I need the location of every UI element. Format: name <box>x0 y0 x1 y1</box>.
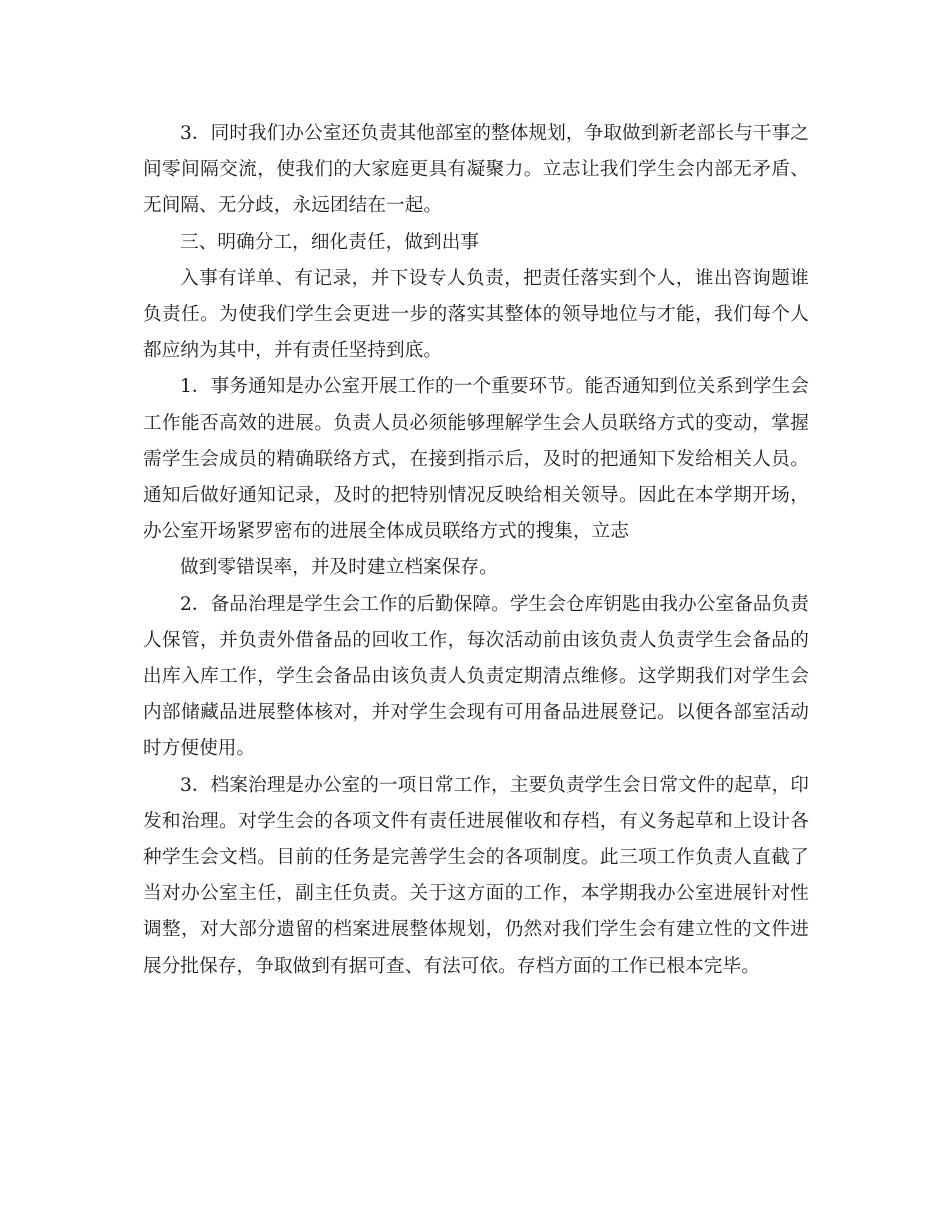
paragraph-responsibility: 入事有详单、有记录，并下设专人负责，把责任落实到个人，谁出咨询题谁负责任。为使我们学生会更进一步的落实其整体的领导地位与才能，我们每个人都应纳为其中，并有责任坚持到底。 <box>143 267 809 362</box>
section-heading-division-of-labor: 三、明确分工，细化责任，做到出事 <box>180 231 480 253</box>
paragraph-equipment-management: 2．备品治理是学生会工作的后勤保障。学生会仓库钥匙由我办公室备品负责人保管，并负责外借备品的回收工作，每次活动前由该负责人负责学生会备品的出库入库工作，学生会备品由该负责人负责定期清点维修。这学期我们对学生会内部储藏品进展整体核对，并对学生会现有可用备品进展登记。以便各部室活动时方便使用。 <box>143 593 809 760</box>
paragraph-notifications: 1．事务通知是办公室开展工作的一个重要环节。能否通知到位关系到学生会工作能否高效的进展。负责人员必须能够理解学生会人员联络方式的变动，掌握需学生会成员的精确联络方式，在接到指示后，及时的把通知下发给相关人员。通知后做好通知记录，及时的把特别情况反映给相关领导。因此在本学期开场，办公室开场紧罗密布的进展全体成员联络方式的搜集，立志 <box>143 376 809 543</box>
paragraph-zero-error: 做到零错误率，并及时建立档案保存。 <box>180 557 498 579</box>
document-page <box>143 116 809 985</box>
paragraph-archive-management: 3．档案治理是办公室的一项日常工作，主要负责学生会日常文件的起草，印发和治理。对学生会的各项文件有责任进展催收和存档，有义务起草和上设计各种学生会文档。目前的任务是完善学生会的各项制度。此三项工作负责人直截了当对办公室主任，副主任负责。关于这方面的工作，本学期我办公室进展针对性调整，对大部分遗留的档案进展整体规划，仍然对我们学生会有建立性的文件进展分批保存，争取做到有据可查、有法可依。存档方面的工作已根本完毕。 <box>143 774 809 977</box>
paragraph-coordination: 3．同时我们办公室还负责其他部室的整体规划，争取做到新老部长与干事之间零间隔交流，使我们的大家庭更具有凝聚力。立志让我们学生会内部无矛盾、无间隔、无分歧，永远团结在一起。 <box>143 123 809 217</box>
